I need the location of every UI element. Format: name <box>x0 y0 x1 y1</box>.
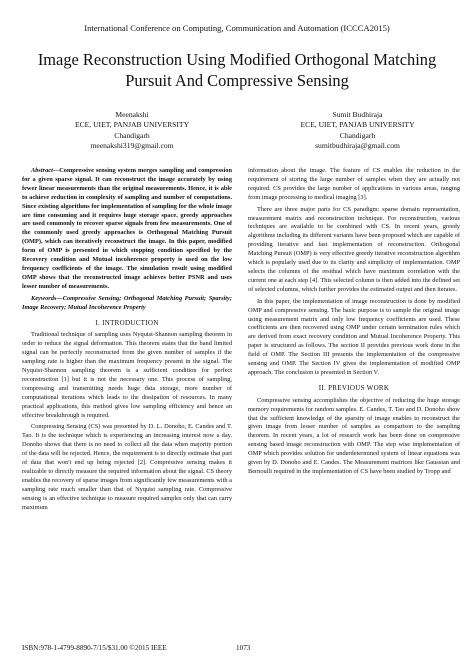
author-block-1 <box>42 110 222 152</box>
paragraph: Traditional technique of sampling uses Nyquist-Shannon sampling theorem in order to reduce the signal deformation. This theorem states that the band limited signal can be perfectly reconstructed from the given number of samples if the sampling rate is higher than the maximum frequency present in the signal. The Nyquist-Shannon sampling theorem is a sufficient condition for perfect reconstruction [1] but it is not the necessary one. This process of sampling, compressing and transmitting needs huge data storage, more number of computational iterations which leads to the dissipation of resources. In many practical applications, this method gives low sampling efficiency and hence an effective breakthrough is required. <box>22 331 232 419</box>
footer-isbn: ISBN:978-1-4799-8890-7/15/$31.00 ©2015 IEEE <box>22 644 167 652</box>
author-dept: ECE, UIET, PANJAB UNIVERSITY <box>300 120 415 130</box>
right-column <box>248 167 460 480</box>
abstract <box>22 167 232 292</box>
keywords <box>22 295 232 313</box>
author-dept: ECE, UIET, PANJAB UNIVERSITY <box>74 120 190 130</box>
page-number: 1073 <box>236 644 251 652</box>
paragraph: information about the image. The feature of CS enables the reduction in the requirement of storing the large number of samples when they are actually not required. CS provides the large number of applications in various areas, ranging from image processing to medical imaging [3]. <box>248 167 460 201</box>
paragraph: Compressing Sensing (CS) was presented by D. L. Donoho, E. Candes and T. Tao. It is the technique which is experiencing an increasing interest now a day. Donoho shows that there is no need to collect all the data when majority portion of the data will be rejected. Hence, the requirement is to directly estimate that part of data that won't end up being rejected [2]. Compressive sensing makes it realizable to directly measure the required information about the signal. CS theory enables the recovery of sparse images from significantly few measurements with a sampling rate much smaller than that of Nyquist sampling rate. Compressive sensing is an effective technique to measure required samples only that can carry maximum <box>22 423 232 511</box>
section-heading-previous-work: II. PREVIOUS WORK <box>318 383 390 392</box>
author-city: Chandigarh <box>114 130 150 140</box>
paragraph: In this paper, the implementation of image reconstruction is done by modified OMP and compressive sensing. The basic purpose is to sample the original image using measurement matrix and only low frequency coefficients are used. These coefficients are then recovered using OMP under certain termination rules which are derived from exact recovery condition and Mutual Incoherence Property. This paper is structured as follows. The section II provides previous work done in the field of OMP. The Section III presents the implementation of the compressive sensing and OMP. The Section IV gives the implementation of modified OMP approach. The conclusion is presented in Section V. <box>248 297 460 376</box>
author-email: sumitbudhiraja@gmail.com <box>315 141 400 151</box>
author-block-2 <box>255 110 460 152</box>
author-city: Chandigarh <box>339 130 376 140</box>
keywords-label: Keywords— <box>31 294 63 302</box>
author-name: Meenakshi <box>115 110 149 119</box>
section-heading-introduction: I. INTRODUCTION <box>95 318 159 327</box>
abstract-text: —Compressive sensing system merges sampling and compression for a given sparse signal. It can reconstruct the image accurately by using fewer linear measurements than the original measurements. Hence, it is able to achieve reduction in complexity of sampling and number of computations. Since existing algorithms for implementation of sampling for the whole image are time consuming and it requires huge storage space, greedy approaches are used commonly to recover sparse signals from few measurements. One of the commonly used greedy approaches is Orthogonal Matching Pursuit (OMP), which can iteratively reconstruct the image. In this paper, modified form of OMP is presented in which stopping condition specified by the Recovery condition and Mutual incoherence property is used on the low frequency coefficients of the image. The simulation result using modified OMP shows that the reconstructed image achieves better PSNR and uses lesser number of measurements. <box>22 167 232 290</box>
author-email: meenakshi319@gmail.com <box>90 141 174 151</box>
paper-title: Image Reconstruction Using Modified Orthogonal Matching Pursuit And Compressive Sensing <box>37 50 437 90</box>
abstract-label: Abstract <box>31 167 53 174</box>
keywords-text: Compressive Sensing; Orthogonal Matching Pursuit; Sparsity; Image Recovery; Mutual Incoherence Property <box>22 294 232 311</box>
conference-header: International Conference on Computing, Communication and Automation (ICCCA2015) <box>84 23 390 33</box>
author-name: Sumit Budhiraja <box>332 110 383 119</box>
paragraph: Compressive sensing accomplishes the objective of reducing the huge storage memory requirements for random samples. E. Candes, T. Tao and D. Donoho show that the sufficient knowledge of the sparsity of image enables to reconstruct the given image from lesser number of samples as comparison to the sampling theorem. In recent years, a lot of research work has been done on compressive sensing based image reconstruction with OMP. The step wise implementation of OMP which provides solution for underdetermined system of linear equations was given by D. Donoho and E. Candes. The Measurement matrices like Gaussian and Bernoulli required in the implementation of CS have been studied by Tropp and <box>248 396 460 475</box>
paragraph: There are three major parts for CS paradigm: sparse domain representation, measurement matrix and reconstruction technique. For reconstruction, various techniques are available to be combined with CS. In recent years, greedy algorithms including its different variants have been proposed which are capable of providing iterative and fast implementation of reconstruction. Orthogonal Matching Pursuit (OMP) is very effective greedy iterative reconstruction algorithm which is popularly used due to its clarity and simplicity of implementation. OMP selects the columns of the residual which have maximum correlation with the current one at each step [4]. This selected column is then added into the defined set of selected columns, which further provides the estimated output and then iterates. <box>248 205 460 293</box>
left-column <box>22 167 232 516</box>
